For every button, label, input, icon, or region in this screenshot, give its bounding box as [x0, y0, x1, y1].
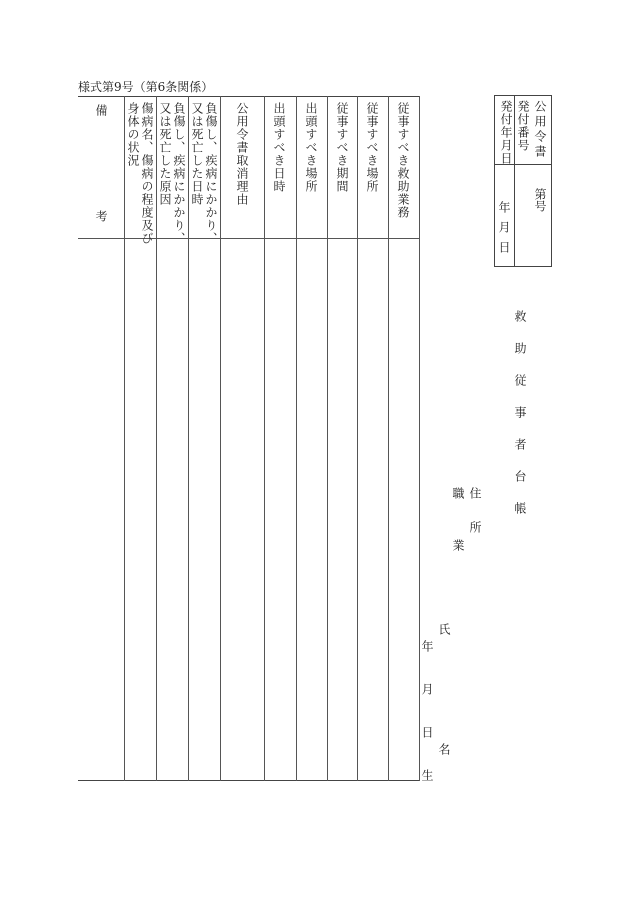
col-header-injury-condition: 傷病名、傷病の程度及び 身体の状況	[126, 102, 154, 245]
col-header-rescue-duty: 従事すべき救助業務	[396, 102, 410, 219]
remarks-header-2: 考	[94, 210, 108, 223]
col-header-report-datetime: 出頭すべき日時	[272, 102, 286, 193]
issue-divider	[514, 96, 515, 266]
column-divider	[220, 96, 221, 781]
issue-number-label: 発付番号	[516, 100, 530, 152]
occupation-label: 職業	[451, 487, 465, 591]
column-divider	[124, 96, 125, 781]
birth-date-label: 年月日生	[420, 640, 434, 812]
form-caption: 様式第9号（第6条関係）	[78, 80, 214, 94]
col-header-cancel-reason: 公用令書取消理由	[235, 102, 249, 206]
col-header-report-place: 出頭すべき場所	[304, 102, 318, 193]
col-header-injury-cause: 負傷し、疾病にかかり、 又は死亡した原因	[158, 102, 186, 245]
issue-info-box	[494, 95, 552, 267]
col-header-duty-period: 従事すべき期間	[335, 102, 349, 193]
column-divider	[156, 96, 157, 781]
col-header-injury-datetime: 負傷し、疾病にかかり、 又は死亡した日時	[190, 102, 218, 245]
issue-title-label: 公用令書	[533, 100, 547, 160]
remarks-header-1: 備	[94, 104, 108, 117]
column-divider	[388, 96, 389, 781]
address-label: 住所	[468, 487, 482, 555]
column-divider	[296, 96, 297, 781]
issue-date-label: 発付年月日	[499, 100, 513, 165]
issue-date-value: 年月日	[497, 201, 511, 261]
column-divider	[264, 96, 265, 781]
ledger-title: 救助従事者台帳	[513, 310, 527, 534]
name-label: 氏名	[437, 623, 451, 863]
column-divider	[357, 96, 358, 781]
issue-number-value: 第号	[533, 188, 547, 212]
column-divider	[188, 96, 189, 781]
col-header-duty-place: 従事すべき場所	[365, 102, 379, 193]
column-divider	[327, 96, 328, 781]
